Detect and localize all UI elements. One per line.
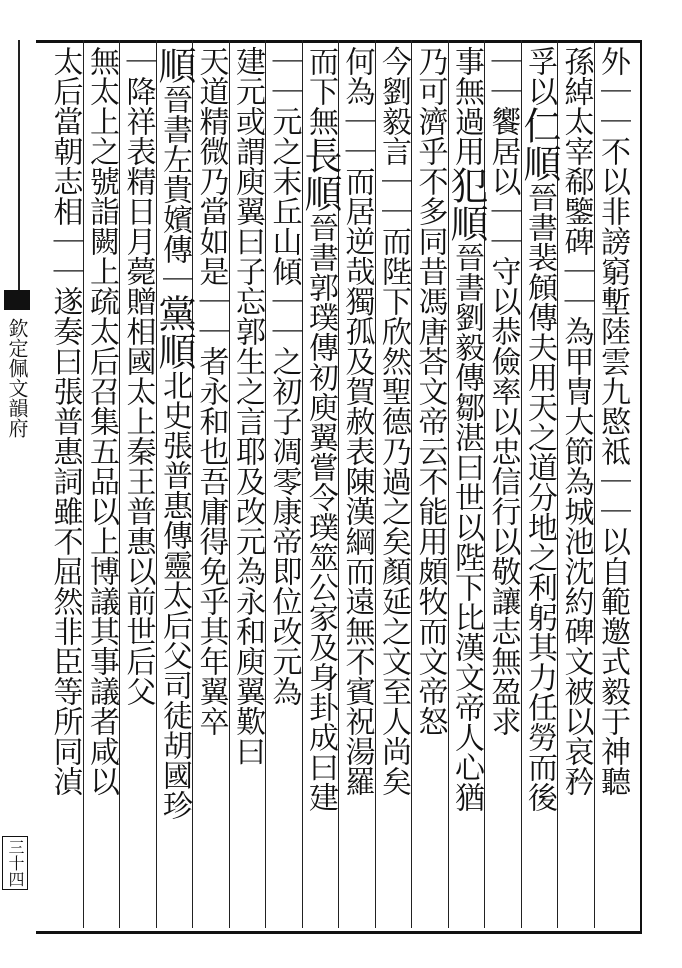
column-divider [411,40,412,928]
heading-term: 犯順 [444,166,488,242]
text-column [594,46,631,916]
column-text: 天道精微乃當如是｜｜者永和也吾庸得免乎其年翼卒 [193,46,229,736]
column-text: 晉書左貴嬪傳｜ [157,84,192,294]
text-column [557,46,594,916]
column-text: 北史張普惠傳靈太后父司徒胡國珍 [157,370,192,820]
column-text: 孚以 [522,46,557,106]
column-text: 晉書裴頠傳夫用天之道分地之利躬其力任勞而後 [522,182,557,812]
column-text: 事無過用 [449,46,484,166]
column-divider [265,40,266,928]
text-column [375,46,412,916]
column-text: ｜｜饗居以｜｜守以恭儉率以忠信行以敬讓志無盈求 [485,46,521,736]
column-text: 晉書劉毅傳鄒湛曰世以陛下比漢文帝人心猶 [449,242,484,812]
text-column [444,46,488,916]
text-column [517,46,561,916]
column-text: 而下無 [303,46,338,136]
column-divider [119,40,120,928]
heading-term: 長順 [298,136,342,212]
column-text: 太后當朝志相｜｜遂奏曰張普惠詞雖不屈然非臣等所同湞 [47,46,83,796]
column-text: 孫綽太宰郗鑒碑｜｜為甲冑大節為城池沈約碑文被以哀矜 [558,46,594,796]
text-column [265,46,302,916]
heading-term: 順 [152,46,196,84]
heading-term: 仁順 [517,106,561,182]
column-text: 建元或謂庾翼曰子忘郭生之言耶及改元為永和庾翼歎曰 [230,46,265,766]
text-column [46,46,83,916]
text-column [298,46,342,916]
column-text: 乃可濟乎不多同昔馮唐荅文帝云不能用頗牧而文帝怒 [412,46,448,736]
spine-line [18,40,20,300]
column-text: 無太上之號詣闕上疏太后召集五品以上博議其事議者咸以 [84,46,119,796]
column-text: ｜｜元之末丘山傾｜｜之初子凋零康帝即位改元為 [266,46,302,706]
text-column [192,46,229,916]
text-column [484,46,521,916]
text-column [83,46,120,916]
column-text: 晉書郭璞傳初庾翼嘗令璞筮公家及身卦成曰建 [303,212,338,812]
column-text: 今劉毅言｜｜而陛下欣然聖德乃過之矣顏延之文至人尚矣 [376,46,411,796]
column-text: 外｜｜不以非謗窮塹陸雲九愍祗｜｜以自範邀式毅于神聽 [595,46,630,796]
fishtail-mark [4,290,30,310]
column-text: 何為｜｜而居逆哉獨孤及賀赦表陳漢綱而遠無不賓祝湯羅 [339,46,375,796]
text-column [338,46,375,916]
page-number: 三十四 [2,836,28,890]
column-divider [192,40,193,928]
column-text: ｜降祥表精日月薨贈相國太上秦王普惠以前世后父 [120,46,156,706]
book-title: 欽定佩文韻府 [5,318,29,438]
text-column [119,46,156,916]
heading-term: 黨順 [152,294,196,370]
text-column [229,46,266,916]
text-column [411,46,448,916]
text-column [152,46,196,916]
